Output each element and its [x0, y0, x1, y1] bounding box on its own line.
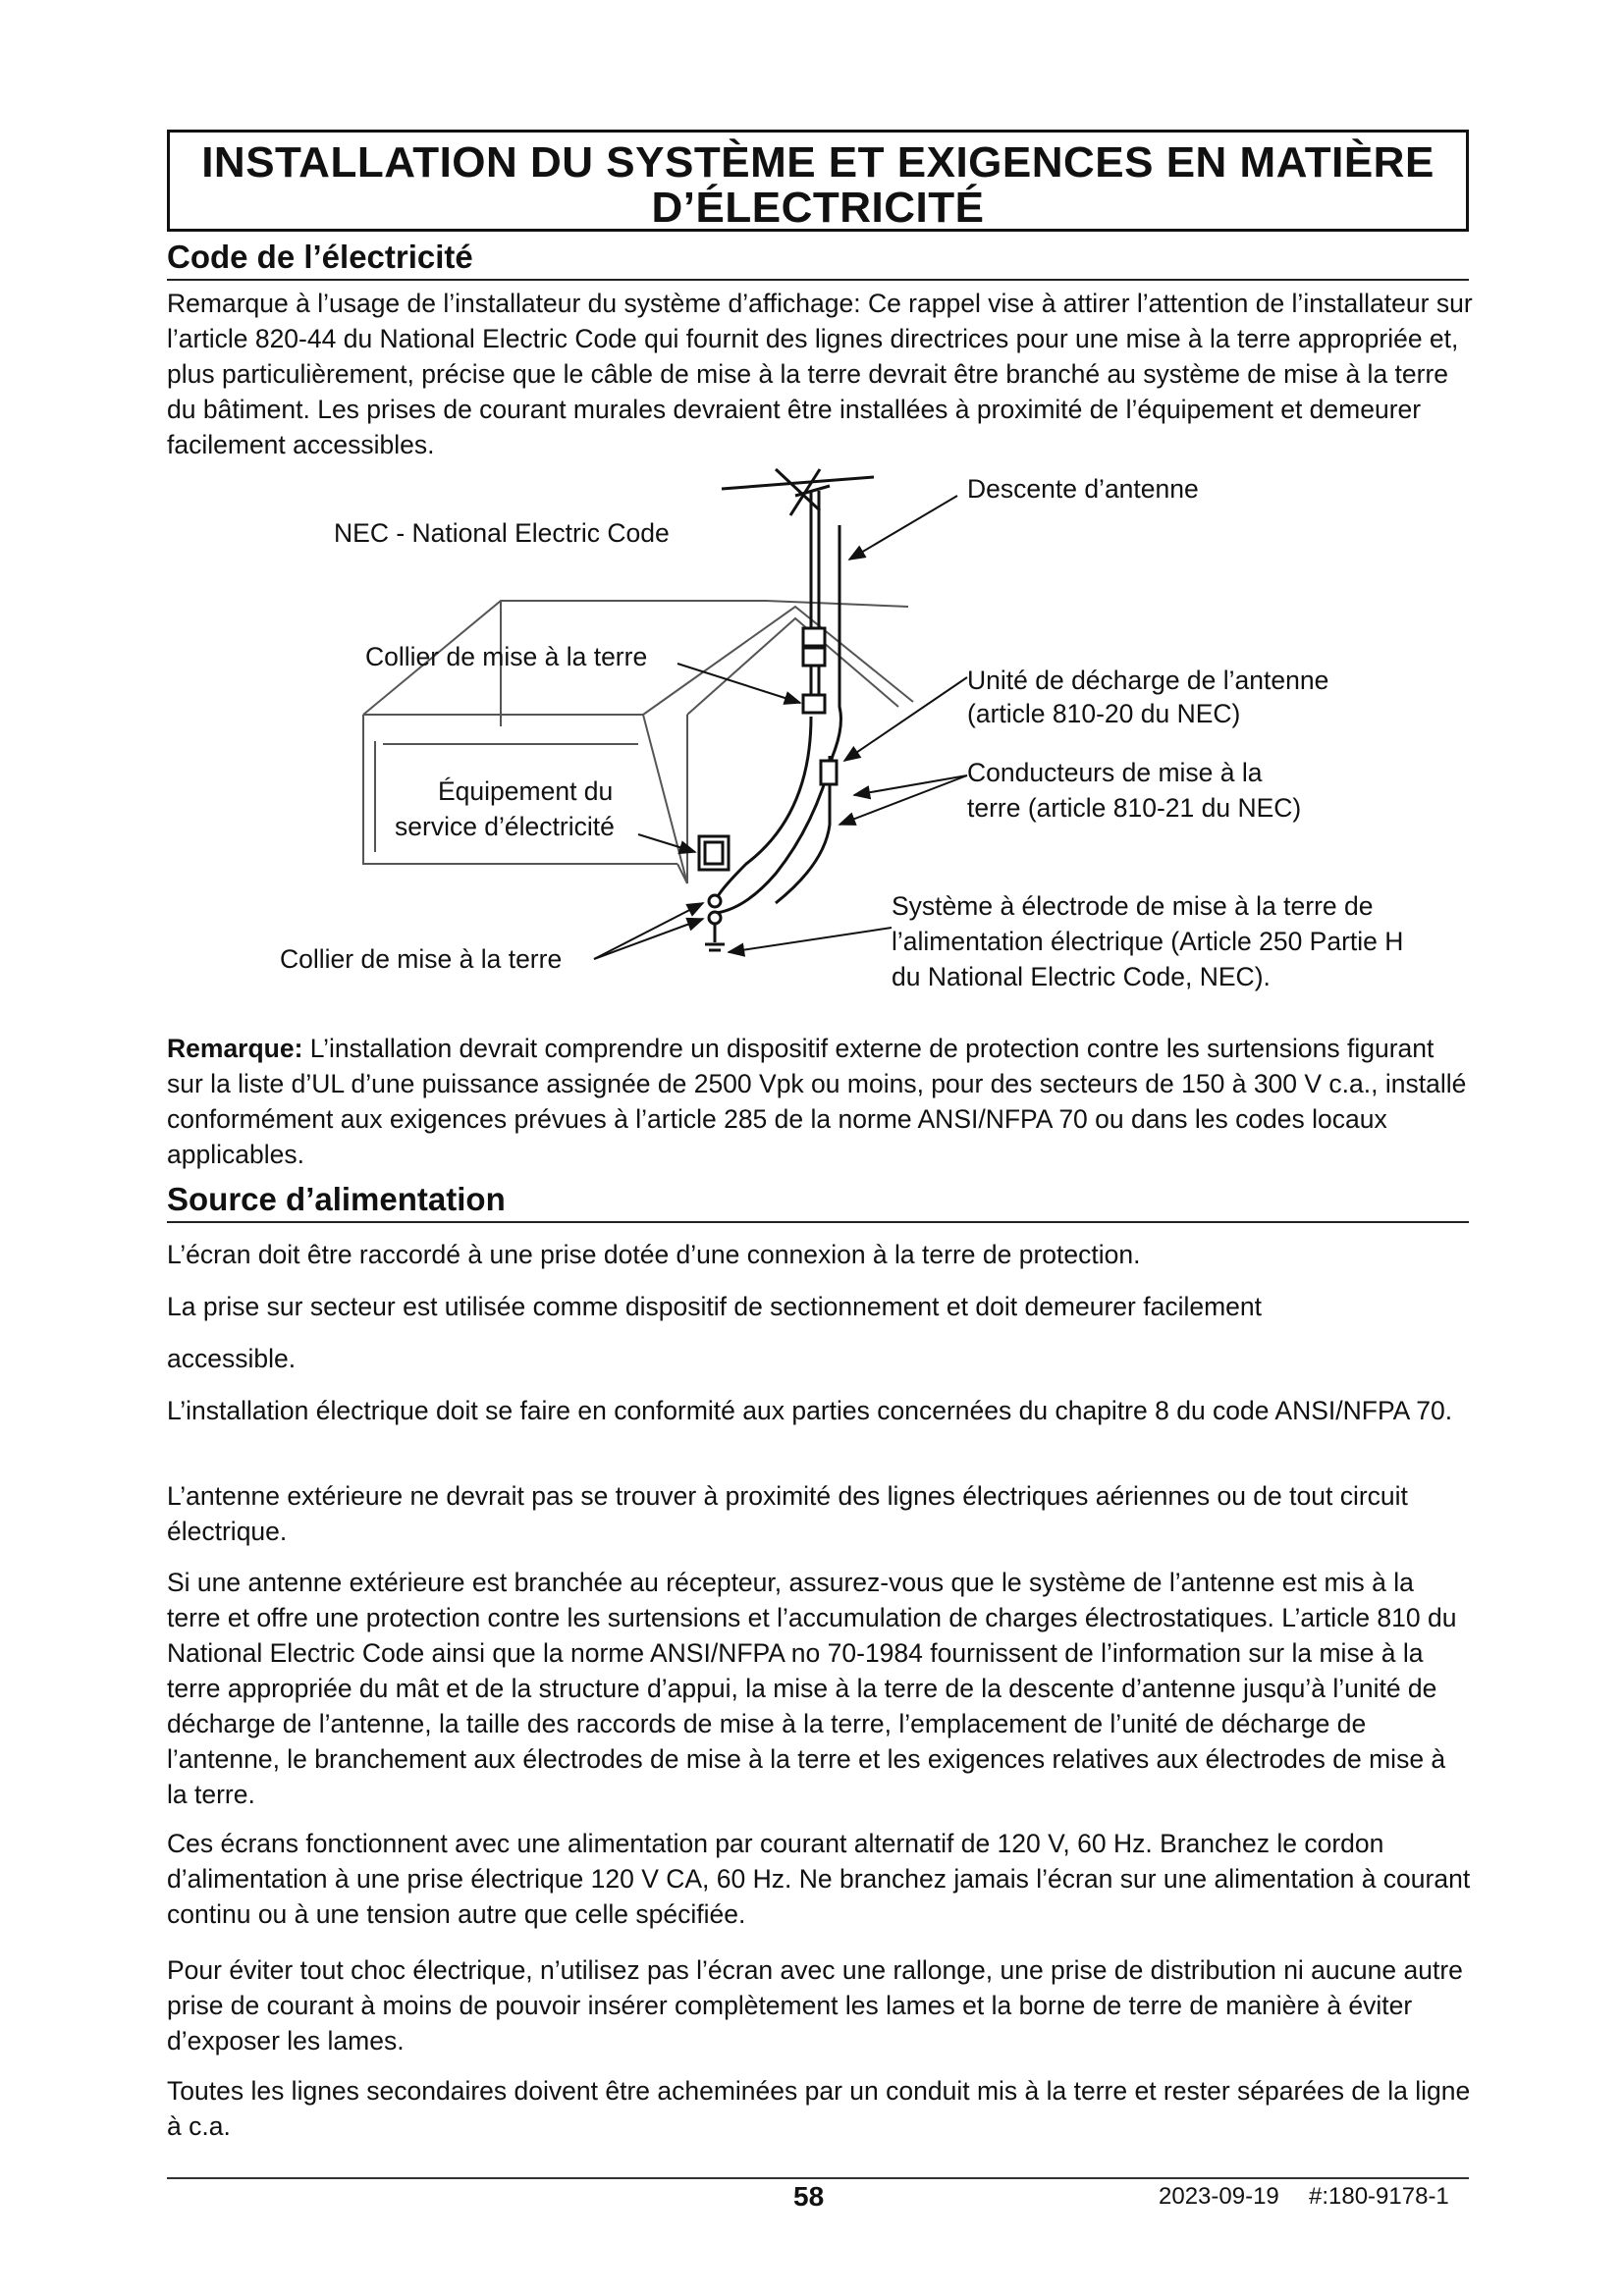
note-paragraph	[167, 1031, 1473, 1172]
power-paragraph-2a: La prise sur secteur est utilisée comme dispositif de sectionnement et doit demeurer facilement	[167, 1292, 1263, 1321]
heading-power-source: Source d’alimentation	[167, 1180, 1469, 1223]
note-text: L’installation devrait comprendre un dispositif externe de protection contre les surtensions figurant sur la liste d’UL d’une puissance assignée de 2500 Vpk ou moins, pour des secteurs de 150 à 300 V c.a., installé conformément aux exigences prévues à l’article 285 de la norme ANSI/NFPA 70 ou dans les codes locaux applicables.	[167, 1034, 1467, 1169]
footer-rule	[167, 2177, 1469, 2179]
power-paragraph-7: Pour éviter tout choc électrique, n’utilisez pas l’écran avec une rallonge, une prise de distribution ni aucune autre prise de courant à moins de pouvoir insérer complètement les lames et la borne de terre de manière à éviter d’exposer les lames.	[167, 1955, 1463, 2056]
label-grounding-clamp-bottom: Collier de mise à la terre	[280, 944, 563, 974]
label-antenna-discharge-1: Unité de décharge de l’antenne	[967, 666, 1329, 695]
footer-document-code: #:180-9178-1	[1309, 2183, 1449, 2210]
page-title-line-1: INSTALLATION DU SYSTÈME ET EXIGENCES EN MATIÈRE	[201, 138, 1435, 187]
power-paragraph-1: L’écran doit être raccordé à une prise dotée d’une connexion à la terre de protection.	[167, 1240, 1141, 1269]
label-nec: NEC - National Electric Code	[334, 518, 670, 548]
antenna-drawing	[705, 469, 874, 950]
service-equipment-box	[699, 836, 729, 870]
heading-electricity-code: Code de l’électricité	[167, 238, 1469, 281]
power-paragraph-3: L’installation électrique doit se faire en conformité aux parties concernées du chapitre 8 du code ANSI/NFPA 70.	[167, 1396, 1453, 1425]
power-paragraph-2b: accessible.	[167, 1344, 297, 1373]
power-paragraph-4: L’antenne extérieure ne devrait pas se trouver à proximité des lignes électriques aériennes ou de tout circuit électrique.	[167, 1481, 1408, 1546]
note-label: Remarque:	[167, 1034, 303, 1063]
label-grounding-conductors-1: Conducteurs de mise à la	[967, 758, 1263, 787]
label-service-equipment-2: service d’électricité	[395, 812, 615, 841]
label-antenna-lead: Descente d’antenne	[967, 474, 1199, 504]
label-service-equipment-1: Équipement du	[438, 776, 614, 806]
page-number: 58	[793, 2181, 825, 2212]
diagram-leader-lines	[594, 496, 967, 959]
label-electrode-system-1: Système à électrode de mise à la terre de	[892, 891, 1374, 921]
electricity-code-intro: Remarque à l’usage de l’installateur du système d’affichage: Ce rappel vise à attirer l’attention de l’installateur sur l’article 820-44 du National Electric Code qui fournit des lignes directrices pour une mise à la terre appropriée et, plus particulièrement, précise que le câble de mise à la terre devrait être branché au système de mise à la terre du bâtiment. Les prises de courant murales devraient être installées à proximité de l’équipement et demeurer facilement accessibles.	[167, 289, 1473, 459]
label-grounding-clamp-top: Collier de mise à la terre	[365, 642, 648, 671]
power-paragraph-8: Toutes les lignes secondaires doivent être acheminées par un conduit mis à la terre et rester séparées de la ligne à c.a.	[167, 2076, 1471, 2141]
grounding-diagram	[0, 0, 1624, 1021]
footer-date: 2023-09-19	[1159, 2183, 1279, 2210]
label-grounding-conductors-2: terre (article 810-21 du NEC)	[967, 793, 1302, 823]
page-title-line-2: D’ÉLECTRICITÉ	[651, 184, 985, 232]
power-paragraph-6: Ces écrans fonctionnent avec une alimentation par courant alternatif de 120 V, 60 Hz. Branchez le cordon d’alimentation à une prise électrique 120 V CA, 60 Hz. Ne branchez jamais l’écran sur une alimentation à courant continu ou à une tension autre que celle spécifiée.	[167, 1829, 1471, 1929]
power-paragraph-5: Si une antenne extérieure est branchée au récepteur, assurez-vous que le système de l’antenne est mis à la terre et offre une protection contre les surtensions et l’accumulation de charges électrostatiques. L’article 810 du National Electric Code ainsi que la norme ANSI/NFPA no 70-1984 fournissent de l’information sur la mise à la terre appropriée du mât et de la structure d’appui, la mise à la terre de la descente d’antenne jusqu’à l’unité de décharge de l’antenne, la taille des raccords de mise à la terre, l’emplacement de l’unité de décharge de l’antenne, le branchement aux électrodes de mise à la terre et les exigences relatives aux électrodes de mise à la terre.	[167, 1568, 1457, 1809]
label-electrode-system-3: du National Electric Code, NEC).	[892, 962, 1271, 991]
label-electrode-system-2: l’alimentation électrique (Article 250 Partie H	[892, 927, 1404, 956]
label-antenna-discharge-2: (article 810-20 du NEC)	[967, 699, 1241, 728]
